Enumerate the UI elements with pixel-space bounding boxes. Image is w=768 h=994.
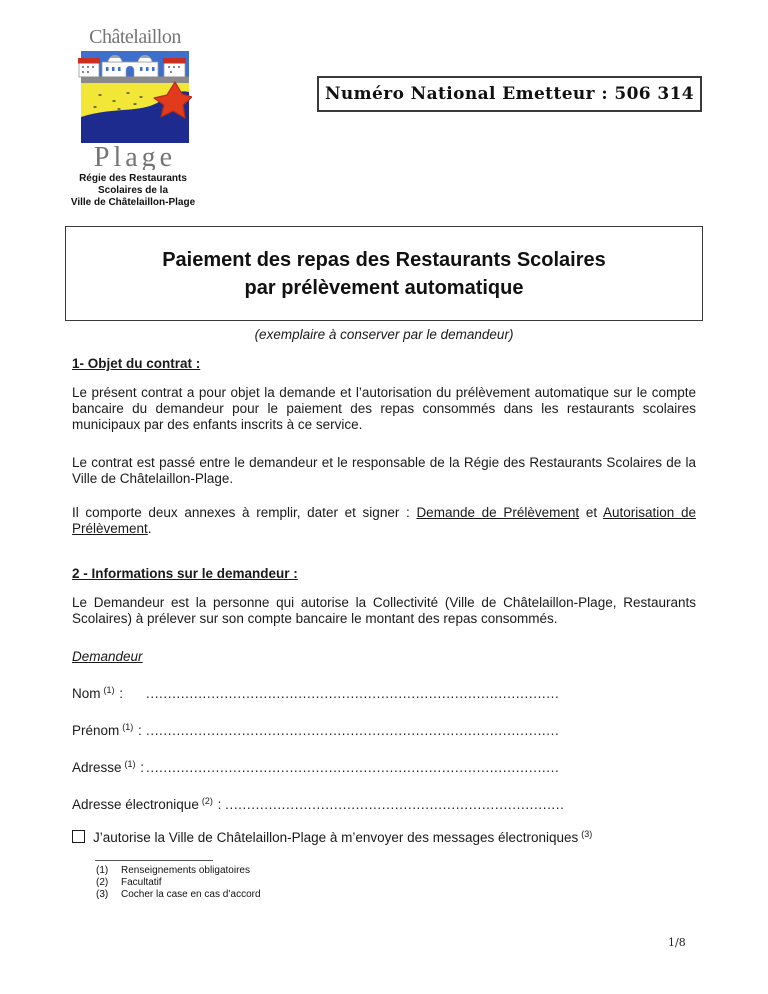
organization-name [37, 173, 229, 209]
logo-beach-text: Plage [93, 142, 177, 170]
field-adresse-label: Adresse $^{(1)}$ : [72, 759, 145, 775]
logo-city-text: Châtelaillon [89, 26, 181, 48]
section1-paragraph1: Le présent contrat a pour objet la demande et l’autorisation du prélèvement automatique sur le compte bancaire du demandeur pour le paiement des repas consommés dans les restaurants scolaires municipaux par des enfants inscrits à ce service. [72, 385, 696, 432]
annex-autorisation-de-prelevement: Autorisation de Prélèvement [72, 505, 696, 536]
section1-paragraph2: Le contrat est passé entre le demandeur et le responsable de la Régie des Restaurants Scolaires de la Ville de Châtelaillon-Plage. [72, 455, 696, 486]
field-adresse [72, 756, 696, 776]
national-emitter-number: Numéro National Emetteur : 506 314 [324, 84, 695, 104]
footnote-ref-1: (1) [124, 759, 136, 769]
org-line-2: Scolaires de la [97, 185, 169, 196]
beach-scene-icon [78, 51, 192, 143]
road-shape [81, 77, 189, 84]
field-nom-label: Nom $^{(1)}$ : [72, 685, 124, 701]
section1-paragraph3 [72, 505, 696, 537]
footnote-ref-3: (3) [581, 829, 593, 839]
footnotes [65, 865, 703, 901]
annex-demande-de-prelevement: Demande de Prélèvement [416, 505, 580, 520]
consent-checkbox[interactable] [72, 830, 85, 843]
footnote-ref-2: (2) [201, 796, 213, 806]
footnote-1: (1) Renseignements obligatoires [96, 865, 250, 876]
chatelaillon-plage-logo-icon [78, 18, 192, 170]
p3-suffix: . [147, 521, 152, 536]
document-title-line2: par prélèvement automatique [244, 276, 524, 299]
field-adresse-electronique-input[interactable]: .............................................................................. [225, 797, 565, 812]
field-adresse-electronique [72, 793, 696, 813]
consent-row [72, 826, 696, 846]
field-adresse-input[interactable]: ............................................................................................... [146, 760, 560, 775]
p3-prefix: Il comporte deux annexes à remplir, dater et signer : [72, 505, 417, 520]
footnote-separator [95, 860, 213, 861]
document-title-box [65, 226, 703, 321]
document-body [65, 226, 703, 901]
national-emitter-number-box [317, 76, 702, 112]
demandeur-subheading: Demandeur [72, 649, 143, 664]
field-prenom-input[interactable]: ............................................................................................... [146, 723, 560, 738]
field-nom [72, 682, 696, 702]
field-adresse-electronique-label: Adresse électronique $^{(2)}$ : [72, 796, 222, 812]
footnote-ref-1: (1) [122, 722, 134, 732]
org-line-1: Régie des Restaurants [79, 173, 187, 184]
section2-paragraph1: Le Demandeur est la personne qui autorise la Collectivité (Ville de Châtelaillon-Plage, Restaurants Scolaires) à prélever sur son compte bancaire le montant des repas consommés. [72, 595, 696, 626]
document-subtitle: (exemplaire à conserver par le demandeur) [254, 327, 514, 342]
field-nom-input[interactable]: ............................................................................................... [146, 686, 560, 701]
p3-mid: et [579, 505, 604, 520]
consent-label: J’autorise la Ville de Châtelaillon-Plage à m’envoyer des messages électroniques [93, 830, 579, 845]
section2-heading: 2 - Informations sur le demandeur : [72, 566, 298, 581]
footnote-3: (3) Cocher la case en cas d’accord [96, 889, 261, 900]
org-line-3: Ville de Châtelaillon-Plage [70, 197, 196, 208]
footnote-ref-1: (1) [103, 685, 115, 695]
page-number: 1/8 [668, 936, 686, 949]
section1-heading: 1- Objet du contrat : [72, 356, 201, 371]
document-title-line1: Paiement des repas des Restaurants Scolaires [162, 248, 606, 271]
field-prenom [72, 719, 696, 739]
footnote-2: (2) Facultatif [96, 877, 162, 888]
field-prenom-label: Prénom $^{(1)}$ : [72, 722, 142, 738]
city-logo [78, 18, 192, 175]
